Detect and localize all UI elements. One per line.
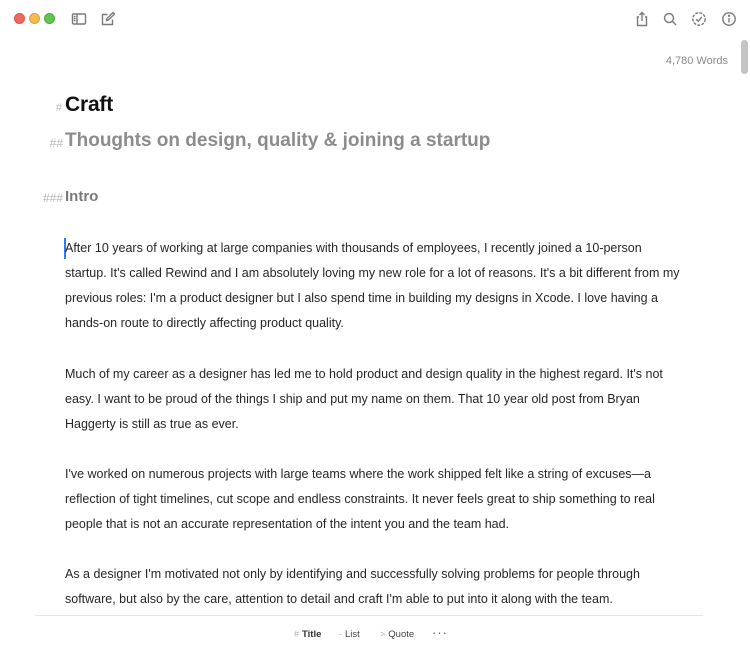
format-quote-label: Quote	[388, 629, 415, 640]
vertical-scrollbar[interactable]	[741, 40, 748, 74]
close-window-button[interactable]	[14, 13, 25, 24]
heading1-marker: #	[55, 102, 62, 114]
quote-marker: >	[380, 629, 386, 639]
compose-icon[interactable]	[98, 9, 118, 29]
title-marker: #	[294, 629, 300, 639]
paragraph[interactable]: I've worked on numerous projects with large teams where the work shipped felt like a string of excuses—a reflection of tight timelines, cut scope and endless constraints. It never feels great to ship something to real people that is not an accurate representation of the intent you and the team had.	[65, 467, 655, 531]
search-icon[interactable]	[660, 9, 680, 29]
content-fade	[0, 607, 740, 615]
sidebar-toggle-icon[interactable]	[69, 9, 89, 29]
minimize-window-button[interactable]	[29, 13, 40, 24]
word-count[interactable]: 4,780 Words	[665, 55, 728, 67]
more-options-icon[interactable]: ···	[432, 625, 448, 640]
progress-check-icon[interactable]	[689, 9, 709, 29]
section-heading[interactable]: Intro	[65, 188, 99, 205]
paragraph[interactable]: After 10 years of working at large companies with thousands of employees, I recently joined a 10-person startup. It's called Rewind and I am absolutely loving my new role for a lot of reasons. It's a bit different from my previous roles: I'm a product designer but I also spend time in building my designs in Xcode. I love having a hands-on route to directly affecting product quality.	[65, 241, 680, 330]
format-list-button[interactable]	[339, 629, 360, 640]
title-bar	[0, 0, 750, 38]
format-quote-button[interactable]	[380, 629, 414, 640]
heading2-marker: ##	[49, 136, 63, 150]
share-icon[interactable]	[632, 9, 652, 29]
document-subtitle[interactable]: Thoughts on design, quality & joining a startup	[65, 130, 491, 151]
list-marker: -	[339, 629, 342, 639]
format-title-button[interactable]	[294, 629, 321, 640]
paragraph[interactable]: As a designer I'm motivated not only by identifying and successfully solving problems for people through software, but also by the care, attention to detail and craft I'm able to put into it along with the team.	[65, 567, 640, 606]
info-icon[interactable]	[719, 9, 739, 29]
paragraph[interactable]: Much of my career as a designer has led me to hold product and design quality in the highest regard. It's not easy. I want to be proud of the things I ship and put my name on them. That 10 year old post from Bryan Haggerty is still as true as ever.	[65, 367, 663, 431]
document-title[interactable]: Craft	[65, 93, 114, 116]
format-bar	[0, 616, 740, 653]
format-list-label: List	[345, 629, 360, 640]
heading3-marker: ###	[42, 191, 63, 205]
format-title-label: Title	[302, 629, 322, 640]
zoom-window-button[interactable]	[44, 13, 55, 24]
